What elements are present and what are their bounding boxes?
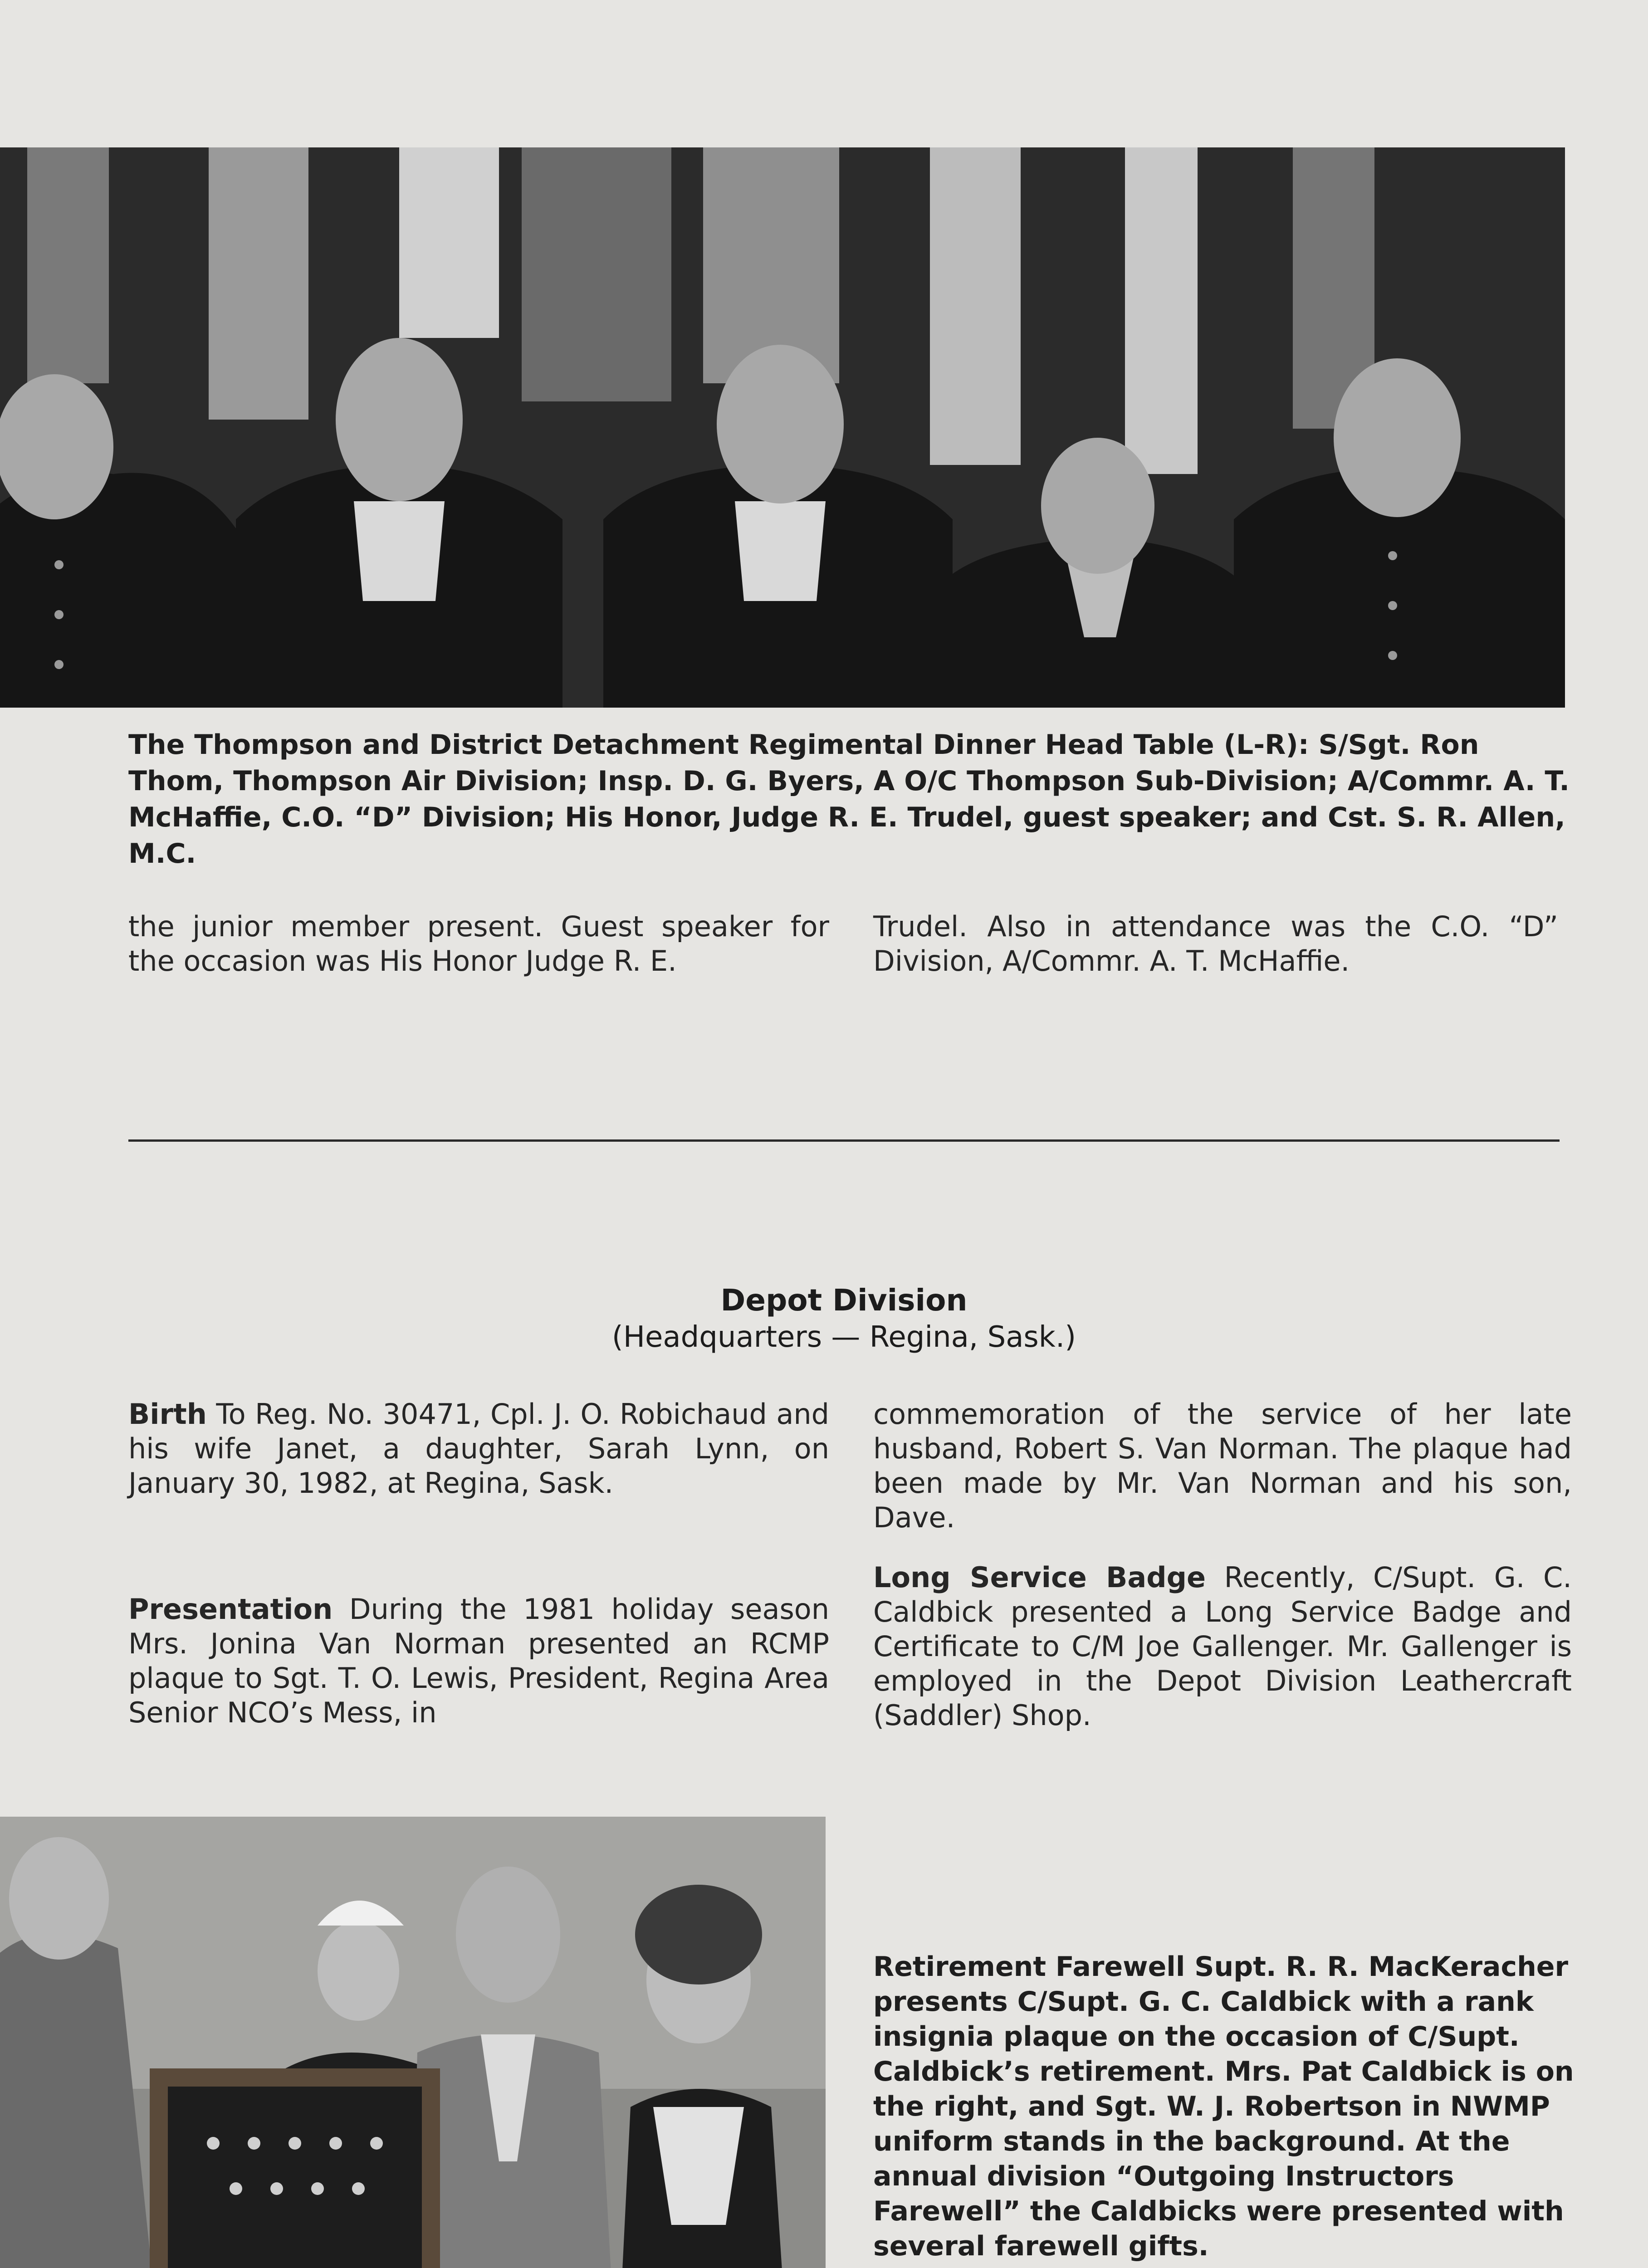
birth-lead: Birth [128,1398,207,1431]
presentation-lead: Presentation [128,1593,333,1626]
presentation-continued: commemoration of the service of her late husband, Robert S. Van Norman. The plaque had been made by Mr. Van Norman and his son, Dave. [873,1398,1572,1534]
section-subtitle: (Headquarters — Regina, Sask.) [611,1320,1076,1354]
long-service-item [873,1560,1572,1733]
presentation-item [128,1592,829,1730]
intro-text-right: Trudel. Also in attendance was the C.O. “D” Division, A/Commr. A. T. McHaffie. [873,910,1558,978]
retirement-caption: Retirement Farewell Supt. R. R. MacKeracher presents C/Supt. G. C. Caldbick with a rank insignia plaque on the occasion of C/Supt. Caldbick’s retirement. Mrs. Pat Caldbick is on the right, and Sgt. W. J. Robertson in NWMP uniform stands in the background. At the annual division “Outgoing Instructors Farewell” the Caldbicks were presented with several farewell gifts. [873,1951,1574,2262]
head-table-photo-drawing [0,147,1565,708]
birth-text: To Reg. No. 30471, Cpl. J. O. Robichaud and his wife Janet, a daughter, Sarah Lynn, on January 30, 1982, at Regina, Sask. [128,1398,829,1500]
long-service-text: Recently, C/Supt. G. C. Caldbick presented a Long Service Badge and Certificate to C/M Joe Gallenger. Mr. Gallenger is employed in the Depot Division Leathercraft (Saddler) Shop. [873,1561,1572,1732]
presentation-text: During the 1981 holiday season Mrs. Jonina Van Norman presented an RCMP plaque to Sgt. T. O. Lewis, President, Regina Area Senior NCO’s Mess, in [128,1593,829,1729]
long-service-lead: Long Service Badge [873,1561,1206,1594]
section-title: Depot Division [720,1283,968,1318]
birth-item [128,1397,829,1501]
head-table-caption: The Thompson and District Detachment Regimental Dinner Head Table (L-R): S/Sgt. Ron Thom, Thompson Air Division; Insp. D. G. Byers, A O/C Thompson Sub-Division; A/Commr. A. T. McHaffie, C.O. “D” Division; His Honor, Judge R. E. Trudel, guest speaker; and Cst. S. R. Allen, M.C. [128,729,1570,870]
section-divider [128,1139,1560,1142]
retirement-photo [0,1817,826,2268]
head-table-photo [0,147,1565,708]
intro-text-left: the junior member present. Guest speaker for the occasion was His Honor Judge R. E. [128,910,829,978]
retirement-photo-drawing [0,1817,826,2268]
